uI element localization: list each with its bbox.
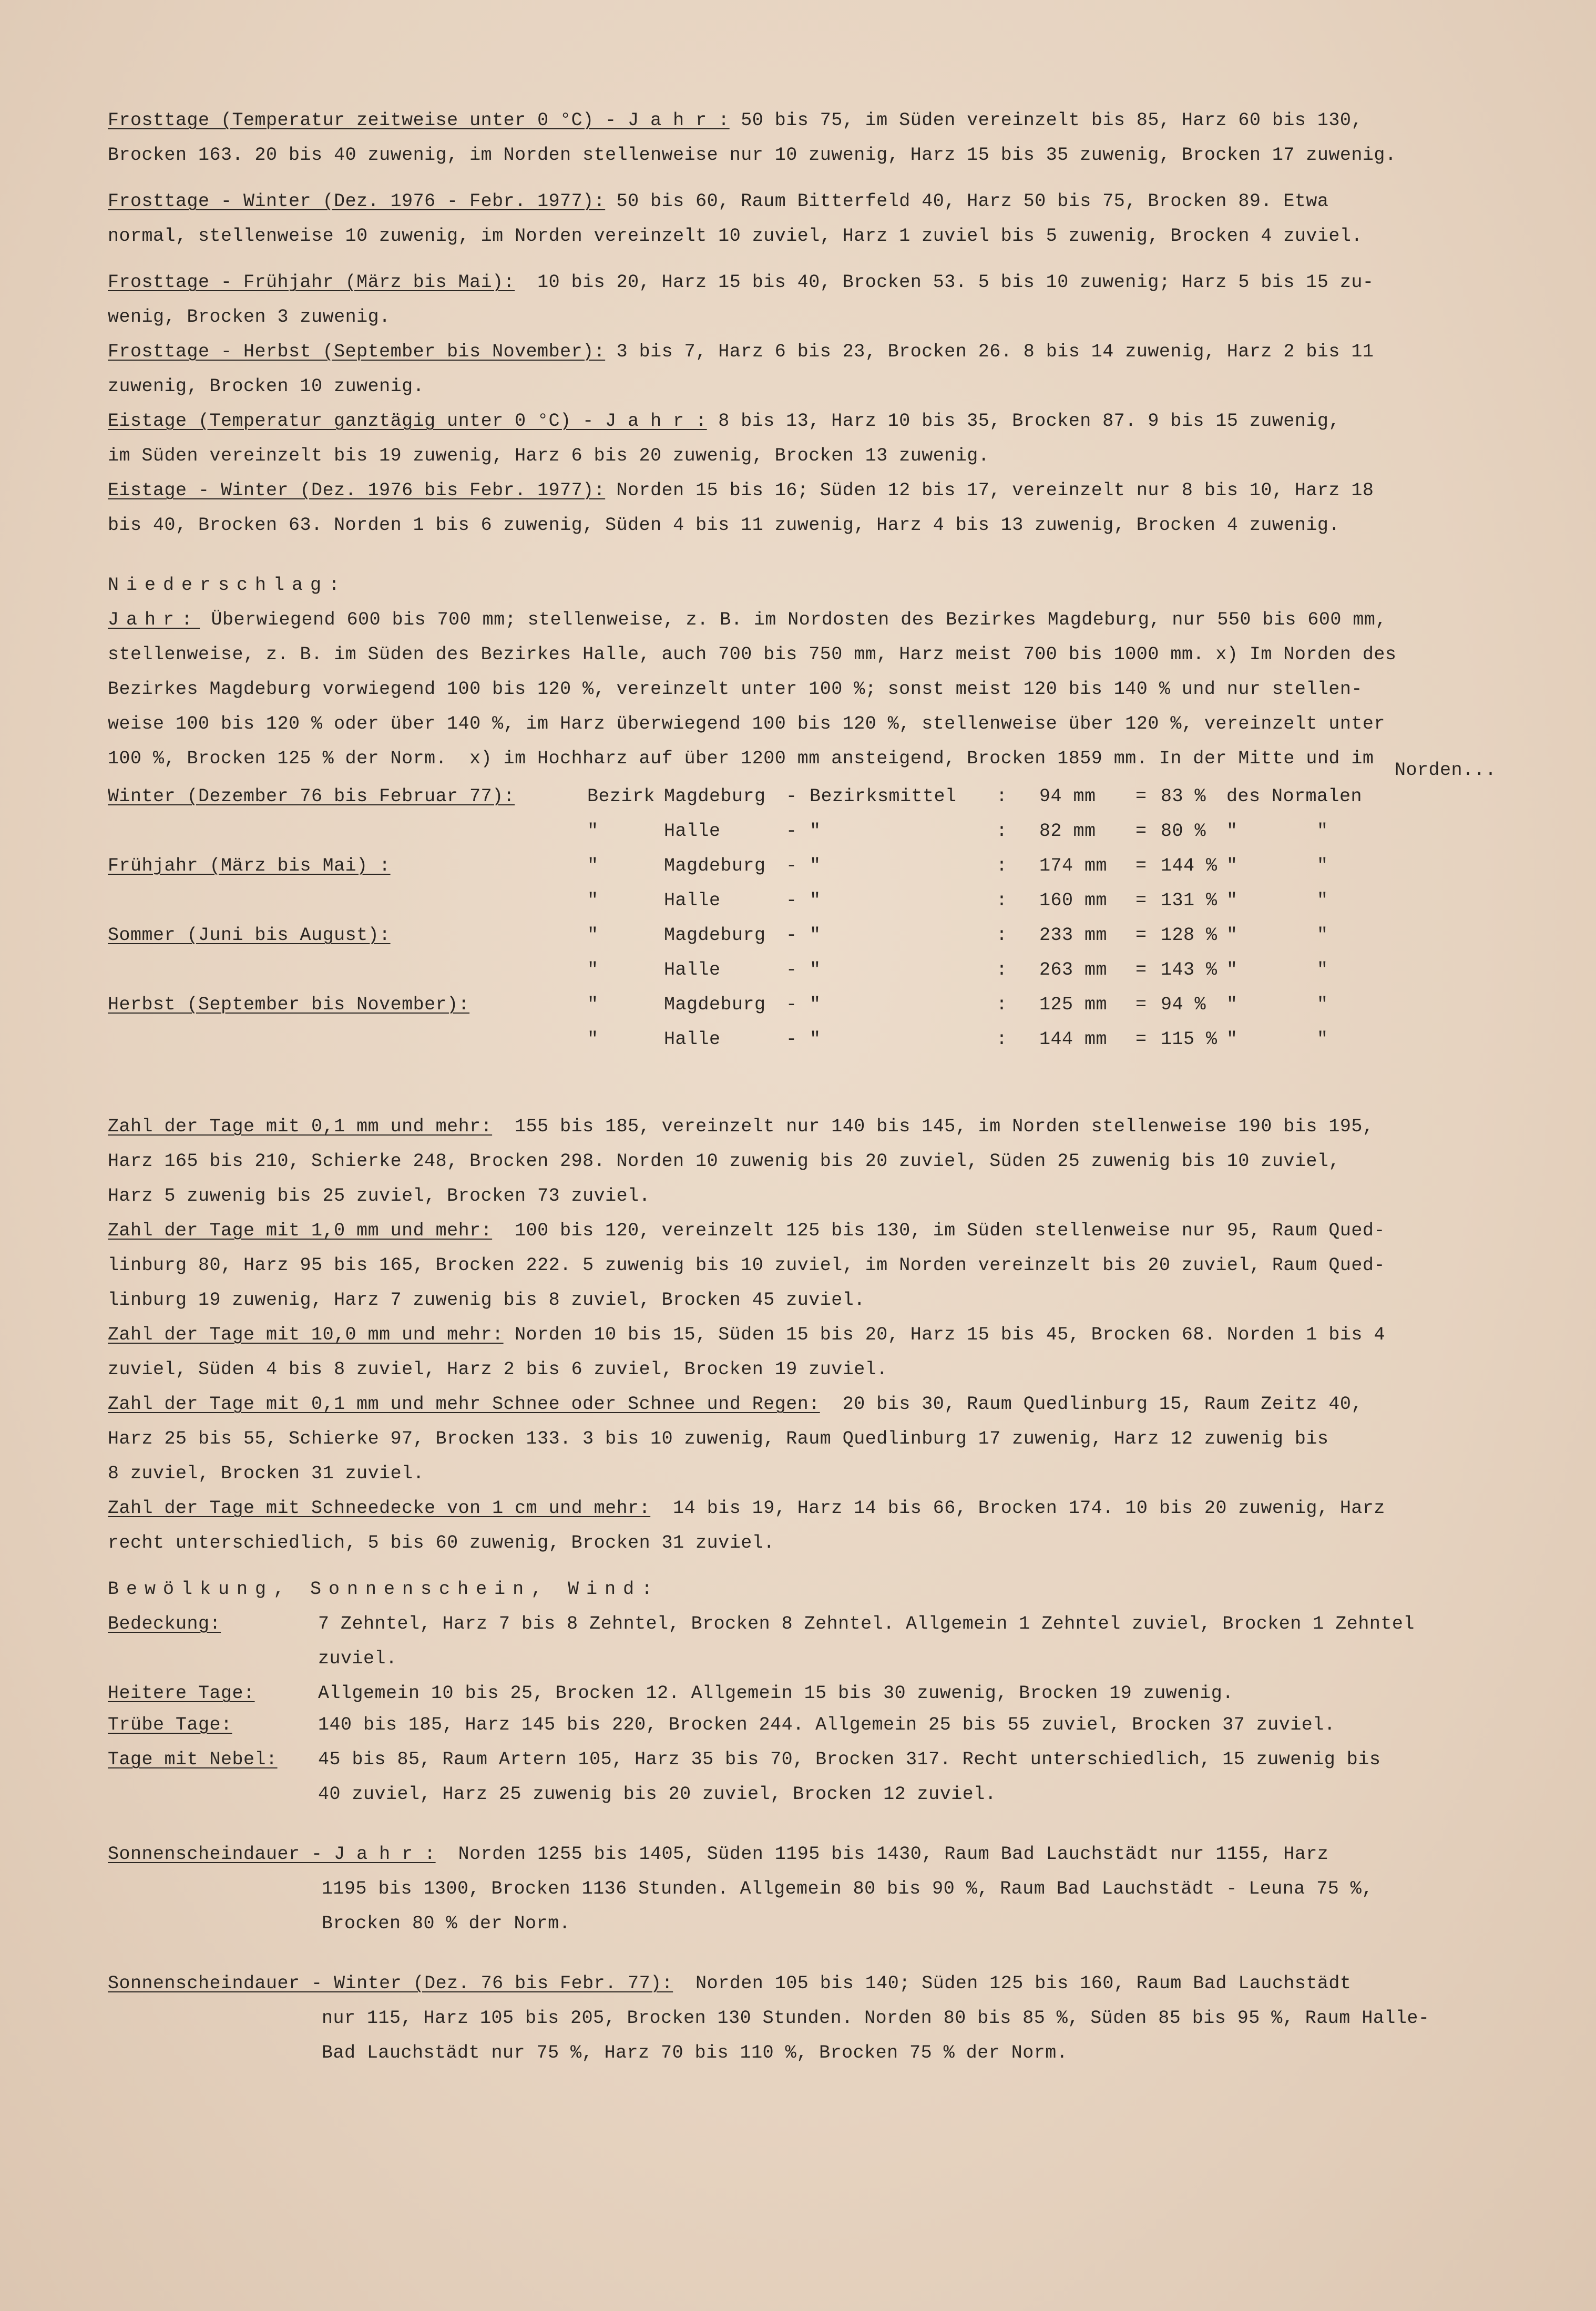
heitere-tage-label: Heitere Tage: xyxy=(108,1683,255,1704)
frosttage-herbst-text-2: zuwenig, Brocken 10 zuwenig. xyxy=(108,376,425,397)
niederschlag-tabelle-colon: : xyxy=(996,994,1008,1015)
eistage-winter xyxy=(108,473,1527,543)
niederschlag-tabelle-equals: = xyxy=(1135,994,1147,1015)
niederschlag-tabelle-niederschlag-mm: 160 mm xyxy=(1039,890,1108,911)
tage-mit-nebel-label: Tage mit Nebel: xyxy=(108,1749,278,1770)
niederschlag-tabelle-colon: : xyxy=(996,786,1008,807)
niederschlag-tabelle-bezirk-name: Magdeburg xyxy=(664,786,766,807)
niederschlag-tabelle-row xyxy=(108,918,1527,953)
frosttage-jahr-text-1: 50 bis 75, im Süden vereinzelt bis 85, Harz 60 bis 130, xyxy=(729,110,1363,131)
eistage-winter-label: Eistage - Winter (Dez. 1976 bis Febr. 1977): xyxy=(108,480,606,501)
niederschlag-tabelle-niederschlag-mm: 263 mm xyxy=(1039,959,1108,980)
niederschlag-tabelle-norm-label: des Normalen xyxy=(1226,786,1363,807)
niederschlag-text-2: stellenweise, z. B. im Süden des Bezirkes Halle, auch 700 bis 750 mm, Harz meist 700 bis 1000 mm. x) Im Norden des xyxy=(108,644,1397,665)
niederschlag-tabelle-bezirk-prefix: " xyxy=(587,925,599,946)
niederschlag-text-4: weise 100 bis 120 % oder über 140 %, im Harz überwiegend 100 bis 120 %, stellenweise über 120 %, vereinzelt unter xyxy=(108,713,1385,734)
tage-schneedecke xyxy=(108,1491,1527,1560)
niederschlag-tabelle-equals: = xyxy=(1135,890,1147,911)
heitere-tage xyxy=(108,1676,1527,1711)
niederschlag-tabelle-season-label: Winter (Dezember 76 bis Februar 77): xyxy=(108,786,515,807)
tage-0-1mm-text-1: 155 bis 185, vereinzelt nur 140 bis 145, im Norden stellenweise 190 bis 195, xyxy=(492,1116,1374,1137)
bedeckung xyxy=(108,1607,1527,1676)
sonnenschein-winter-text-3: Bad Lauchstädt nur 75 %, Harz 70 bis 110 %, Brocken 75 % der Norm. xyxy=(322,2042,1068,2063)
frosttage-winter xyxy=(108,184,1527,253)
bedeckung-text-1: 7 Zehntel, Harz 7 bis 8 Zehntel, Brocken 8 Zehntel. Allgemein 1 Zehntel zuviel, Brocken 1 Zehntel xyxy=(318,1613,1415,1634)
niederschlag-tabelle-colon: : xyxy=(996,1029,1008,1050)
niederschlag-jahreszeiten-tabelle xyxy=(108,779,1527,1057)
tage-0-1mm-text-2: Harz 165 bis 210, Schierke 248, Brocken 298. Norden 10 zuwenig bis 20 zuviel, Süden 25 zuwenig bis 10 zuviel, xyxy=(108,1151,1340,1172)
niederschlag-tabelle-bezirk-prefix: " xyxy=(587,821,599,842)
niederschlag-tabelle-mittel: " xyxy=(810,959,821,980)
sonnenschein-jahr-text-1: Norden 1255 bis 1405, Süden 1195 bis 1430, Raum Bad Lauchstädt nur 1155, Harz xyxy=(435,1844,1329,1865)
niederschlag-tabelle-colon: : xyxy=(996,890,1008,911)
frosttage-fruehjahr xyxy=(108,265,1527,334)
niederschlag-tabelle-season-label: Frühjahr (März bis Mai) : xyxy=(108,855,391,876)
frosttage-herbst xyxy=(108,334,1527,404)
niederschlag-heading: Niederschlag: xyxy=(108,575,347,596)
niederschlag-tabelle-bezirk-name: Magdeburg xyxy=(664,855,766,876)
niederschlag-tabelle-colon: : xyxy=(996,855,1008,876)
frosttage-jahr-label: Frosttage (Temperatur zeitweise unter 0 °C) - J a h r : xyxy=(108,110,730,131)
tage-schnee-label: Zahl der Tage mit 0,1 mm und mehr Schnee oder Schnee und Regen: xyxy=(108,1394,820,1415)
frosttage-fruehjahr-text-2: wenig, Brocken 3 zuwenig. xyxy=(108,306,391,328)
tage-0-1mm-label: Zahl der Tage mit 0,1 mm und mehr: xyxy=(108,1116,493,1137)
tage-1-0mm-text-1: 100 bis 120, vereinzelt 125 bis 130, im Süden stellenweise nur 95, Raum Qued- xyxy=(492,1220,1385,1241)
sonnenschein-jahr-label: Sonnenscheindauer - J a h r : xyxy=(108,1844,436,1865)
niederschlag-tabelle-season-label: Herbst (September bis November): xyxy=(108,994,470,1015)
tage-10mm-label: Zahl der Tage mit 10,0 mm und mehr: xyxy=(108,1324,504,1345)
frosttage-winter-text-1: 50 bis 60, Raum Bitterfeld 40, Harz 50 bis 75, Brocken 89. Etwa xyxy=(605,191,1329,212)
niederschlag-tabelle-dash: - xyxy=(786,1029,797,1050)
bewoelkung-section xyxy=(108,1572,1527,1607)
frosttage-winter-label: Frosttage - Winter (Dez. 1976 - Febr. 1977): xyxy=(108,191,606,212)
tage-schnee-text-3: 8 zuviel, Brocken 31 zuviel. xyxy=(108,1463,425,1484)
niederschlag-tabelle-norm-label: " " xyxy=(1226,821,1328,842)
niederschlag-tabelle-prozent: 80 % xyxy=(1161,821,1206,842)
niederschlag-tabelle-equals: = xyxy=(1135,959,1147,980)
niederschlag-tabelle-niederschlag-mm: 94 mm xyxy=(1039,786,1096,807)
niederschlag-tabelle-niederschlag-mm: 125 mm xyxy=(1039,994,1108,1015)
niederschlag-tabelle-bezirk-name: Halle xyxy=(664,890,721,911)
niederschlag-tabelle-prozent: 115 % xyxy=(1161,1029,1218,1050)
niederschlag-tabelle-row xyxy=(108,779,1527,814)
tage-schnee xyxy=(108,1387,1527,1491)
niederschlag-tabelle-bezirk-name: Halle xyxy=(664,1029,721,1050)
tage-1-0mm xyxy=(108,1213,1527,1317)
eistage-jahr-text-2: im Süden vereinzelt bis 19 zuwenig, Harz 6 bis 20 zuwenig, Brocken 13 zuwenig. xyxy=(108,445,990,466)
tage-10mm xyxy=(108,1317,1527,1387)
frosttage-jahr-text-2: Brocken 163. 20 bis 40 zuwenig, im Norden stellenweise nur 10 zuwenig, Harz 15 bis 35 zuwenig, Brocken 17 zuwenig. xyxy=(108,145,1397,166)
niederschlag-tabelle-row xyxy=(108,987,1527,1022)
tage-schneedecke-text-1: 14 bis 19, Harz 14 bis 66, Brocken 174. 10 bis 20 zuwenig, Harz xyxy=(650,1498,1385,1519)
tage-mit-nebel xyxy=(108,1742,1527,1812)
niederschlag-tabelle-bezirk-prefix: " xyxy=(587,1029,599,1050)
niederschlag-tabelle-niederschlag-mm: 233 mm xyxy=(1039,925,1108,946)
tage-mit-nebel-text-1: 45 bis 85, Raum Artern 105, Harz 35 bis 70, Brocken 317. Recht unterschiedlich, 15 zuwenig bis xyxy=(318,1749,1381,1770)
eistage-winter-text-2: bis 40, Brocken 63. Norden 1 bis 6 zuwenig, Süden 4 bis 11 zuwenig, Harz 4 bis 13 zuwenig, Brocken 4 zuwenig. xyxy=(108,515,1340,536)
niederschlag-tabelle-bezirk-prefix: " xyxy=(587,855,599,876)
truebe-tage-label: Trübe Tage: xyxy=(108,1714,232,1735)
niederschlag-tabelle-bezirk-name: Magdeburg xyxy=(664,925,766,946)
sonnenschein-jahr xyxy=(108,1837,1527,1941)
niederschlag-tabelle-norm-label: " " xyxy=(1226,994,1328,1015)
niederschlag-tabelle-prozent: 94 % xyxy=(1161,994,1206,1015)
tage-mit-nebel-text-2: 40 zuviel, Harz 25 zuwenig bis 20 zuviel, Brocken 12 zuviel. xyxy=(318,1784,997,1805)
niederschlag-tabelle-colon: : xyxy=(996,821,1008,842)
heitere-tage-text: Allgemein 10 bis 25, Brocken 12. Allgemein 15 bis 30 zuwenig, Brocken 19 zuwenig. xyxy=(318,1683,1234,1704)
tage-schnee-text-2: Harz 25 bis 55, Schierke 97, Brocken 133. 3 bis 10 zuwenig, Raum Quedlinburg 17 zuwenig, Harz 12 zuwenig bis xyxy=(108,1428,1329,1449)
niederschlag-tabelle-bezirk-prefix: Bezirk xyxy=(587,786,656,807)
frosttage-fruehjahr-text-1: 10 bis 20, Harz 15 bis 40, Brocken 53. 5 bis 10 zuwenig; Harz 5 bis 15 zu- xyxy=(515,272,1374,293)
tage-0-1mm-text-3: Harz 5 zuwenig bis 25 zuviel, Brocken 73 zuviel. xyxy=(108,1185,651,1206)
niederschlag-tabelle-dash: - xyxy=(786,890,797,911)
tage-schneedecke-label: Zahl der Tage mit Schneedecke von 1 cm und mehr: xyxy=(108,1498,651,1519)
tage-1-0mm-label: Zahl der Tage mit 1,0 mm und mehr: xyxy=(108,1220,493,1241)
niederschlag-tabelle-norm-label: " " xyxy=(1226,1029,1328,1050)
niederschlag-tabelle-mittel: " xyxy=(810,925,821,946)
niederschlag-tabelle-colon: : xyxy=(996,925,1008,946)
niederschlag-tabelle-norm-label: " " xyxy=(1226,925,1328,946)
truebe-tage xyxy=(108,1707,1527,1742)
niederschlag-tabelle-mittel: " xyxy=(810,1029,821,1050)
eistage-jahr-text-1: 8 bis 13, Harz 10 bis 35, Brocken 87. 9 bis 15 zuwenig, xyxy=(707,411,1340,432)
niederschlag-tabelle-dash: - xyxy=(786,821,797,842)
niederschlag-tabelle-norm-label: " " xyxy=(1226,855,1328,876)
niederschlag-tabelle-dash: - xyxy=(786,959,797,980)
niederschlag-tabelle-bezirk-name: Halle xyxy=(664,959,721,980)
niederschlag-tabelle-mittel: Bezirksmittel xyxy=(810,786,957,807)
niederschlag-tabelle-prozent: 83 % xyxy=(1161,786,1206,807)
niederschlag-tabelle-row xyxy=(108,848,1527,883)
niederschlag-jahr-label: Jahr: xyxy=(108,609,200,630)
niederschlag-tabelle-prozent: 144 % xyxy=(1161,855,1218,876)
niederschlag-text-3: Bezirkes Magdeburg vorwiegend 100 bis 120 %, vereinzelt unter 100 %; sonst meist 120 bis 140 % und nur stellen- xyxy=(108,679,1363,700)
niederschlag-text-1: Überwiegend 600 bis 700 mm; stellenweise, z. B. im Nordosten des Bezirkes Magdeburg, nur 550 bis 600 mm, xyxy=(200,609,1387,630)
bewoelkung-heading: Bewölkung, Sonnenschein, Wind: xyxy=(108,1579,660,1600)
truebe-tage-text: 140 bis 185, Harz 145 bis 220, Brocken 244. Allgemein 25 bis 55 zuviel, Brocken 37 zuviel. xyxy=(318,1714,1336,1735)
niederschlag-text-6: Norden... xyxy=(1395,760,1497,781)
niederschlag-tabelle-dash: - xyxy=(786,855,797,876)
niederschlag-tabelle-niederschlag-mm: 174 mm xyxy=(1039,855,1108,876)
niederschlag-tabelle-mittel: " xyxy=(810,890,821,911)
eistage-jahr xyxy=(108,404,1527,473)
niederschlag-tabelle-bezirk-name: Halle xyxy=(664,821,721,842)
niederschlag-tabelle-niederschlag-mm: 144 mm xyxy=(1039,1029,1108,1050)
niederschlag-text-5: 100 %, Brocken 125 % der Norm. x) im Hochharz auf über 1200 mm ansteigend, Brocken 1859 mm. In der Mitte und im xyxy=(108,748,1374,769)
eistage-winter-text-1: Norden 15 bis 16; Süden 12 bis 17, vereinzelt nur 8 bis 10, Harz 18 xyxy=(605,480,1374,501)
sonnenschein-winter xyxy=(108,1966,1527,2070)
niederschlag-tabelle-equals: = xyxy=(1135,1029,1147,1050)
niederschlag-tabelle-bezirk-prefix: " xyxy=(587,959,599,980)
niederschlag-tabelle-row xyxy=(108,814,1527,848)
tage-schneedecke-text-2: recht unterschiedlich, 5 bis 60 zuwenig, Brocken 31 zuviel. xyxy=(108,1532,775,1553)
tage-1-0mm-text-3: linburg 19 zuwenig, Harz 7 zuwenig bis 8 zuviel, Brocken 45 zuviel. xyxy=(108,1290,865,1311)
tage-10mm-text-1: Norden 10 bis 15, Süden 15 bis 20, Harz 15 bis 45, Brocken 68. Norden 1 bis 4 xyxy=(503,1324,1385,1345)
tage-0-1mm xyxy=(108,1109,1527,1213)
niederschlag-tabelle-mittel: " xyxy=(810,994,821,1015)
sonnenschein-winter-label: Sonnenscheindauer - Winter (Dez. 76 bis Febr. 77): xyxy=(108,1973,673,1994)
niederschlag-tabelle-norm-label: " " xyxy=(1226,959,1328,980)
niederschlag-tabelle-dash: - xyxy=(786,994,797,1015)
niederschlag-tabelle-row xyxy=(108,953,1527,987)
niederschlag-tabelle-dash: - xyxy=(786,786,797,807)
tage-schnee-text-1: 20 bis 30, Raum Quedlinburg 15, Raum Zeitz 40, xyxy=(820,1394,1363,1415)
niederschlag-tabelle-mittel: " xyxy=(810,855,821,876)
bedeckung-label: Bedeckung: xyxy=(108,1613,221,1634)
niederschlag-tabelle-prozent: 128 % xyxy=(1161,925,1218,946)
niederschlag-tabelle-equals: = xyxy=(1135,925,1147,946)
niederschlag-tabelle-equals: = xyxy=(1135,821,1147,842)
niederschlag-tabelle-prozent: 143 % xyxy=(1161,959,1218,980)
niederschlag-tabelle-dash: - xyxy=(786,925,797,946)
frosttage-herbst-label: Frosttage - Herbst (September bis November): xyxy=(108,341,606,362)
bedeckung-text-2: zuviel. xyxy=(318,1648,397,1669)
niederschlag-tabelle-prozent: 131 % xyxy=(1161,890,1218,911)
sonnenschein-winter-text-2: nur 115, Harz 105 bis 205, Brocken 130 Stunden. Norden 80 bis 85 %, Süden 85 bis 95 %, Raum Halle- xyxy=(322,2008,1430,2029)
tage-10mm-text-2: zuviel, Süden 4 bis 8 zuviel, Harz 2 bis 6 zuviel, Brocken 19 zuviel. xyxy=(108,1359,888,1380)
niederschlag-tabelle-row xyxy=(108,883,1527,918)
report-body xyxy=(108,103,1527,2070)
niederschlag-tabelle-bezirk-name: Magdeburg xyxy=(664,994,766,1015)
niederschlag-tabelle-row xyxy=(108,1022,1527,1057)
niederschlag-tabelle-season-label: Sommer (Juni bis August): xyxy=(108,925,391,946)
frosttage-jahr xyxy=(108,103,1527,172)
eistage-jahr-label: Eistage (Temperatur ganztägig unter 0 °C) - J a h r : xyxy=(108,411,707,432)
niederschlag-tabelle-bezirk-prefix: " xyxy=(587,890,599,911)
niederschlag-tabelle-bezirk-prefix: " xyxy=(587,994,599,1015)
niederschlag-tabelle-niederschlag-mm: 82 mm xyxy=(1039,821,1096,842)
sonnenschein-jahr-text-3: Brocken 80 % der Norm. xyxy=(322,1913,571,1934)
sonnenschein-jahr-text-2: 1195 bis 1300, Brocken 1136 Stunden. Allgemein 80 bis 90 %, Raum Bad Lauchstädt - Leuna 75 %, xyxy=(322,1878,1373,1899)
niederschlag-tabelle-mittel: " xyxy=(810,821,821,842)
niederschlag-tabelle-colon: : xyxy=(996,959,1008,980)
niederschlag-tabelle-equals: = xyxy=(1135,786,1147,807)
niederschlag-section xyxy=(108,568,1527,779)
frosttage-winter-text-2: normal, stellenweise 10 zuwenig, im Norden vereinzelt 10 zuviel, Harz 1 zuviel bis 5 zuwenig, Brocken 4 zuviel. xyxy=(108,226,1363,247)
tage-1-0mm-text-2: linburg 80, Harz 95 bis 165, Brocken 222. 5 zuwenig bis 10 zuviel, im Norden vereinzelt bis 20 zuviel, Raum Qued- xyxy=(108,1255,1385,1276)
niederschlag-tabelle-norm-label: " " xyxy=(1226,890,1328,911)
niederschlag-tabelle-equals: = xyxy=(1135,855,1147,876)
frosttage-herbst-text-1: 3 bis 7, Harz 6 bis 23, Brocken 26. 8 bis 14 zuwenig, Harz 2 bis 11 xyxy=(605,341,1374,362)
sonnenschein-winter-text-1: Norden 105 bis 140; Süden 125 bis 160, Raum Bad Lauchstädt xyxy=(673,1973,1352,1994)
frosttage-fruehjahr-label: Frosttage - Frühjahr (März bis Mai): xyxy=(108,272,515,293)
